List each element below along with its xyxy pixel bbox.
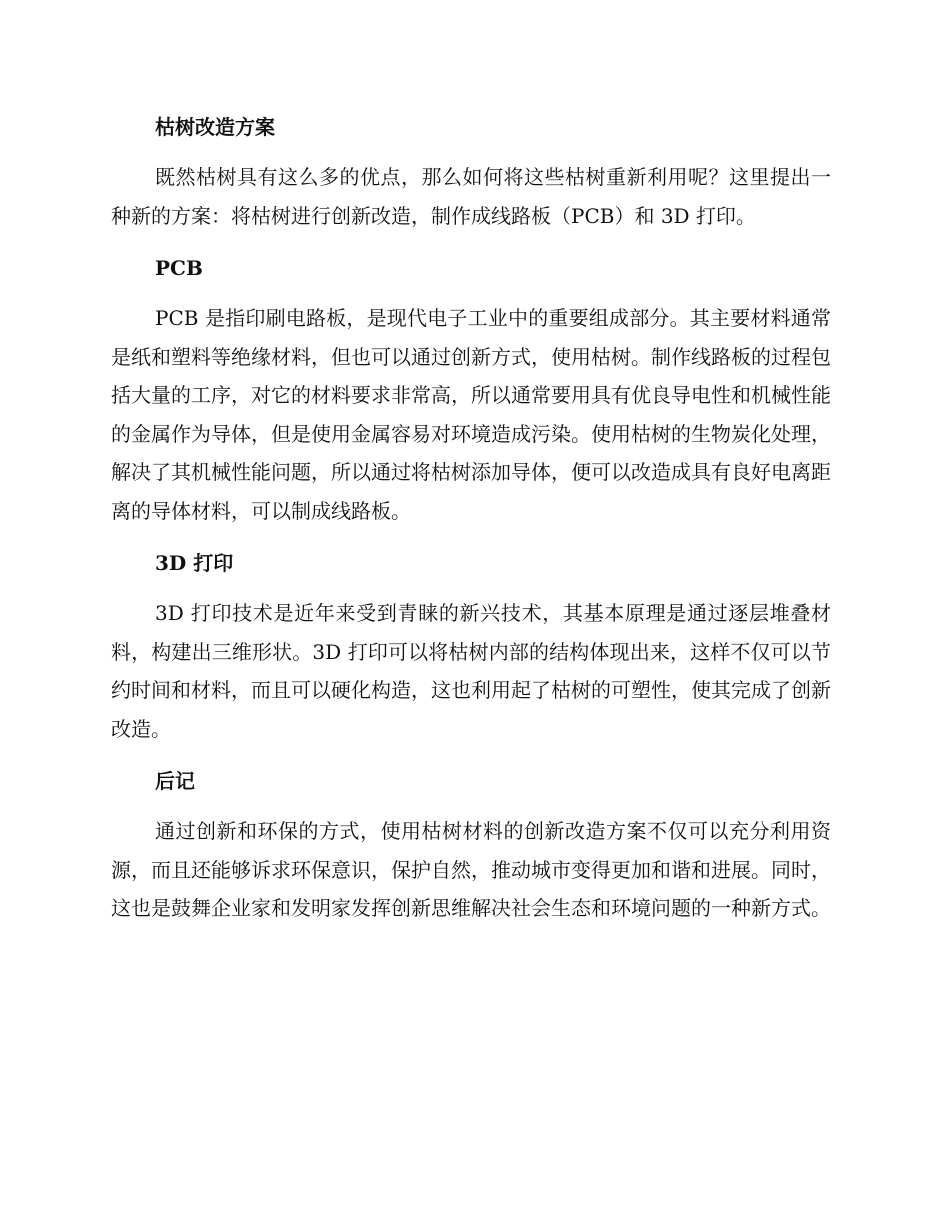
section-heading-pcb: PCB xyxy=(155,256,203,280)
section-paragraph-afterword: 通过创新和环保的方式，使用枯树材料的创新改造方案不仅可以充分利用资源，而且还能够诉求环保意识，保护自然，推动城市变得更加和谐和进展。同时，这也是鼓舞企业家和发明家发挥创新思维解决社会生态和环境问题的一种新方式。 xyxy=(111,819,831,920)
section-heading-afterword: 后记 xyxy=(155,769,195,793)
section-heading-3d-printing: 3D 打印 xyxy=(155,551,234,575)
section-heading-tree-renovation: 枯树改造方案 xyxy=(155,115,275,139)
section-paragraph-tree-renovation: 既然枯树具有这么多的优点，那么如何将这些枯树重新利用呢？这里提出一种新的方案：将枯树进行创新改造，制作成线路板（PCB）和 3D 打印。 xyxy=(111,165,831,228)
section-paragraph-pcb: PCB 是指印刷电路板，是现代电子工业中的重要组成部分。其主要材料通常是纸和塑料等绝缘材料，但也可以通过创新方式，使用枯树。制作线路板的过程包括大量的工序，对它的材料要求非常高，所以通常要用具有优良导电性和机械性能的金属作为导体，但是使用金属容易对环境造成污染。使用枯树的生物炭化处理，解决了其机械性能问题，所以通过将枯树添加导体，便可以改造成具有良好电离距离的导体材料，可以制成线路板。 xyxy=(111,306,831,523)
document-body xyxy=(111,108,831,942)
section-paragraph-3d-printing: 3D 打印技术是近年来受到青睐的新兴技术，其基本原理是通过逐层堆叠材料，构建出三维形状。3D 打印可以将枯树内部的结构体现出来，这样不仅可以节约时间和材料，而且可以硬化构造，这也利用起了枯树的可塑性，使其完成了创新改造。 xyxy=(111,601,831,741)
